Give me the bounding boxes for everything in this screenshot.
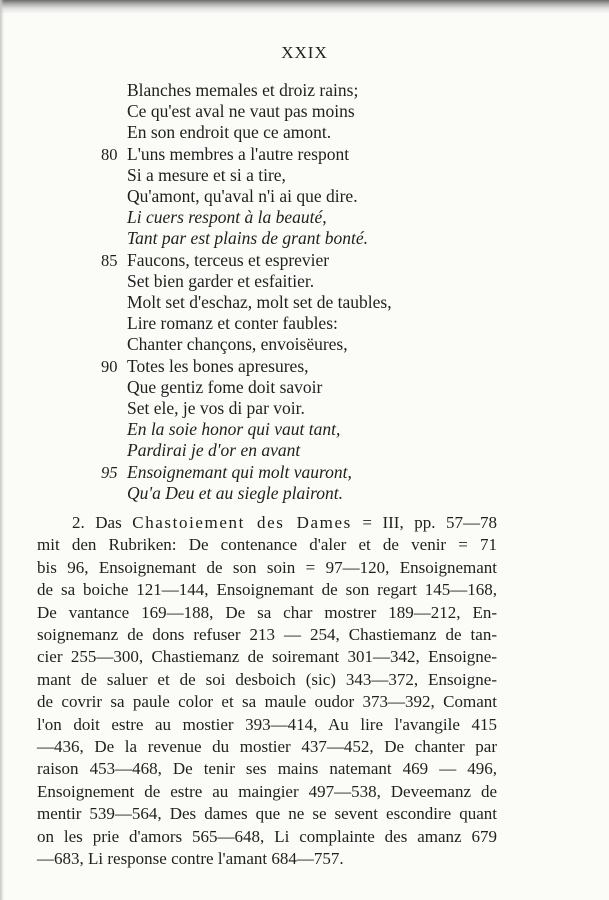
section-line: De vantance 169—188, De sa char mostrer 189—212, En- [37,602,497,622]
poem-line [127,313,392,334]
section-line: mit den Rubriken: De contenance d'aler et de venir = 71 [37,535,497,555]
verse-text: Faucons, terceus et esprevier [127,249,330,270]
section-line: mant de saluer et de soi desboich (sic) 343—372, Ensoigne- [37,669,497,689]
verse-text: En son endroit que ce amont. [127,122,332,143]
verse-number: 95 [101,462,118,482]
poem-line [127,228,392,249]
section-text [37,512,497,871]
poem-line [127,207,392,228]
section-line: mentir 539—564, Des dames que ne se sevent escondire quant [37,804,497,824]
verse-text: Totes les bones apresures, [127,355,309,376]
verse-text: Ce qu'est aval ne vaut pas moins [127,101,355,122]
poem-line [101,461,392,483]
poem-line [127,292,392,313]
section-line: on les prie d'amors 565—648, Li complainte des amanz 679 [37,826,497,846]
poem-line [127,334,392,355]
verse-text: Blanches memales et droiz rains; [127,80,359,100]
verse-text: Lire romanz et conter faubles: [127,313,338,334]
verse-number: 90 [101,356,118,376]
section-line: Ensoignement de estre au maingier 497—538, Deveemanz de [37,781,497,801]
section-heading-reference: = III, pp. 57—78 [362,513,498,532]
poem-line [127,483,392,504]
verse-text: Pardirai je d'or en avant [127,440,301,461]
section-line: —683, Li response contre l'amant 684—757. [37,849,344,869]
verse-text: Li cuers respont à la beauté, [127,207,327,228]
section-line: —436, De la revenue du mostier 437—452, De chanter par [37,737,497,757]
poem-line [127,101,392,122]
verse-text: Chanter chançons, envoisëures, [127,334,348,355]
section-line: cier 255—300, Chastiemanz de soiremant 301—342, Ensoigne- [37,647,497,667]
poem-line [127,398,392,419]
verse-text: Si a mesure et si a tire, [127,164,286,185]
poem-line [127,122,392,143]
poem-line [127,80,392,101]
poem-block [101,80,392,504]
verse-text: Set ele, je vos di par voir. [127,398,305,419]
section-heading-prefix: 2. Das [72,513,122,532]
verse-text: Tant par est plains de grant bonté. [127,228,368,249]
verse-text: Qu'a Deu et au siegle plairont. [127,482,343,503]
verse-number: 85 [101,250,118,270]
section-line: de sa boiche 121—144, Ensoignemant de son regart 145—168, [37,580,497,600]
poem-line [101,143,392,165]
verse-text: Ensoignemant qui molt vauront, [127,461,352,482]
poem-line [127,377,392,398]
scan-edge-shadow [0,0,609,14]
verse-text: Molt set d'eschaz, molt set de taubles, [127,292,392,313]
scan-margin-shadow [0,0,4,900]
poem-line [127,165,392,186]
verse-text: Set bien garder et esfaitier. [127,270,315,291]
verse-number: 80 [101,144,118,164]
poem-line [127,440,392,461]
section-line: soignemanz de dons refuser 213 — 254, Chastiemanz de tan- [37,625,497,645]
page-number: XXIX [281,43,328,62]
verse-text: Que gentiz fome doit savoir [127,376,323,397]
section-line: bis 96, Ensoignemant de son soin = 97—120, Ensoignemant [37,557,497,577]
poem-line [127,271,392,292]
section-line: l'on doit estre au mostier 393—414, Au lire l'avangile 415 [37,714,497,734]
poem-line [101,249,392,271]
section-line: de covrir sa paule color et sa maule oudor 373—392, Comant [37,692,497,712]
verse-text: En la soie honor qui vaut tant, [127,419,341,440]
verse-text: Qu'amont, qu'aval n'i ai que dire. [127,186,358,207]
verse-text: L'uns membres a l'autre respont [127,143,350,164]
section-line: raison 453—468, De tenir ses mains natemant 469 — 496, [37,759,497,779]
poem-line [101,355,392,377]
section-heading-title: Chastoiement des Dames [132,513,352,532]
poem-line [127,419,392,440]
poem-line [127,186,392,207]
section-heading-line [37,512,497,534]
